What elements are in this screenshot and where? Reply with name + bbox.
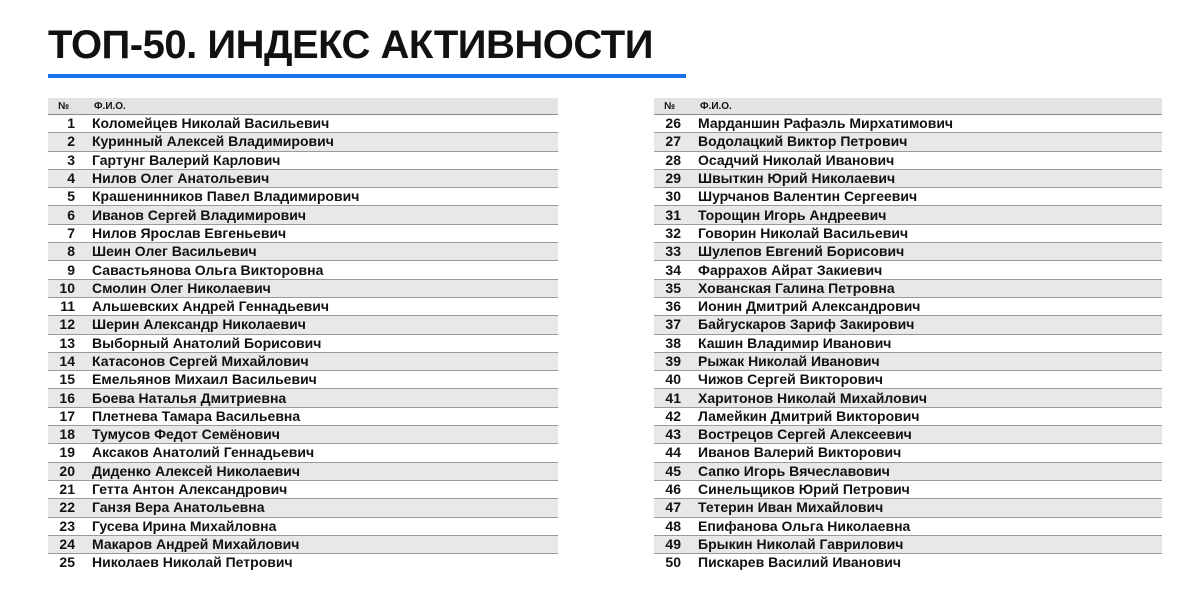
table-row	[654, 243, 1162, 261]
rank-number: 7	[48, 224, 84, 242]
rank-number: 50	[665, 554, 681, 571]
page-title: ТОП-50. ИНДЕКС АКТИВНОСТИ	[48, 23, 653, 67]
table-header-row	[48, 98, 558, 115]
table-row	[48, 371, 558, 389]
rank-number: 18	[48, 426, 84, 444]
rank-number: 22	[48, 499, 84, 517]
ranking-table-left-body	[48, 115, 558, 572]
person-name: Боева Наталья Дмитриевна	[84, 389, 558, 407]
table-row	[48, 389, 558, 407]
person-name: Рыжак Николай Иванович	[690, 352, 1162, 370]
person-name: Плетнева Тамара Васильевна	[84, 407, 558, 425]
table-row	[654, 371, 1162, 389]
person-name: Синельщиков Юрий Петрович	[690, 480, 1162, 498]
table-row	[654, 188, 1162, 206]
rank-number: 25	[59, 554, 75, 571]
column-header-name: Ф.И.О.	[84, 98, 558, 115]
table-row	[654, 480, 1162, 498]
rank-number: 39	[654, 352, 690, 370]
table-row	[654, 279, 1162, 297]
person-name: Тетерин Иван Михайлович	[690, 499, 1162, 517]
person-name: Диденко Алексей Николаевич	[84, 462, 558, 480]
person-name: Шулепов Евгений Борисович	[690, 243, 1162, 261]
person-name: Нилов Олег Анатольевич	[84, 169, 558, 187]
table-row	[48, 261, 558, 279]
person-name: Нилов Ярослав Евгеньевич	[84, 224, 558, 242]
table-row	[48, 316, 558, 334]
person-name: Чижов Сергей Викторович	[690, 371, 1162, 389]
rank-number: 40	[654, 371, 690, 389]
rank-number: 43	[654, 426, 690, 444]
person-name: Гусева Ирина Михайловна	[84, 517, 558, 535]
person-name: Ламейкин Дмитрий Викторович	[690, 407, 1162, 425]
table-row	[654, 297, 1162, 315]
table-row	[48, 243, 558, 261]
rank-number: 46	[654, 480, 690, 498]
rank-number: 8	[48, 243, 84, 261]
ranking-table-right-body	[654, 115, 1162, 572]
rank-number: 12	[48, 316, 84, 334]
rank-number: 38	[654, 334, 690, 352]
rank-number: 45	[654, 462, 690, 480]
rank-number: 21	[48, 480, 84, 498]
rank-number: 33	[654, 243, 690, 261]
rank-number: 28	[654, 151, 690, 169]
person-name: Николаев Николай Петрович	[92, 554, 293, 571]
title-underline	[48, 74, 686, 78]
person-name: Сапко Игорь Вячеславович	[690, 462, 1162, 480]
ranking-table-left	[48, 98, 558, 571]
table-row	[48, 444, 558, 462]
table-row	[48, 224, 558, 242]
table-row	[654, 169, 1162, 187]
rank-number: 30	[654, 188, 690, 206]
person-name: Катасонов Сергей Михайлович	[84, 352, 558, 370]
person-name: Епифанова Ольга Николаевна	[690, 517, 1162, 535]
person-name: Осадчий Николай Иванович	[690, 151, 1162, 169]
rank-number: 16	[48, 389, 84, 407]
rank-number: 32	[654, 224, 690, 242]
column-header-number: №	[654, 98, 690, 115]
table-row	[48, 499, 558, 517]
rank-number: 34	[654, 261, 690, 279]
table-row	[654, 316, 1162, 334]
rank-number: 26	[654, 115, 690, 133]
table-row	[654, 444, 1162, 462]
table-row	[654, 224, 1162, 242]
table-row	[654, 133, 1162, 151]
table-row	[654, 352, 1162, 370]
person-name: Куринный Алексей Владимирович	[84, 133, 558, 151]
person-name: Крашенинников Павел Владимирович	[84, 188, 558, 206]
table-row	[654, 151, 1162, 169]
person-name: Гартунг Валерий Карлович	[84, 151, 558, 169]
table-row	[48, 297, 558, 315]
table-header-row	[654, 98, 1162, 115]
table-row	[48, 517, 558, 535]
person-name: Харитонов Николай Михайлович	[690, 389, 1162, 407]
rank-number: 11	[48, 297, 84, 315]
table-row	[48, 206, 558, 224]
rank-number: 37	[654, 316, 690, 334]
rank-number: 3	[48, 151, 84, 169]
rank-number: 49	[654, 535, 690, 553]
rank-number: 24	[48, 535, 84, 553]
person-name: Иванов Валерий Викторович	[690, 444, 1162, 462]
rank-number: 35	[654, 279, 690, 297]
rank-number: 23	[48, 517, 84, 535]
table-row	[654, 334, 1162, 352]
person-name: Ганзя Вера Анатольевна	[84, 499, 558, 517]
table-row	[48, 334, 558, 352]
table-row	[48, 169, 558, 187]
person-name: Шеин Олег Васильевич	[84, 243, 558, 261]
rank-number: 10	[48, 279, 84, 297]
rank-number: 15	[48, 371, 84, 389]
table-row	[48, 426, 558, 444]
rank-number: 20	[48, 462, 84, 480]
person-name: Выборный Анатолий Борисович	[84, 334, 558, 352]
table-row	[654, 535, 1162, 553]
rank-number: 42	[654, 407, 690, 425]
rank-number: 27	[654, 133, 690, 151]
person-name: Торощин Игорь Андреевич	[690, 206, 1162, 224]
rank-number: 17	[48, 407, 84, 425]
person-name: Макаров Андрей Михайлович	[84, 535, 558, 553]
person-name: Байгускаров Зариф Закирович	[690, 316, 1162, 334]
person-name: Тумусов Федот Семёнович	[84, 426, 558, 444]
table-row	[654, 499, 1162, 517]
person-name: Гетта Антон Александрович	[84, 480, 558, 498]
rank-number: 47	[654, 499, 690, 517]
table-row	[654, 407, 1162, 425]
rank-number: 5	[48, 188, 84, 206]
column-header-number: №	[48, 98, 84, 115]
table-row	[48, 554, 558, 572]
table-row	[654, 206, 1162, 224]
table-row	[48, 407, 558, 425]
person-name: Водолацкий Виктор Петрович	[690, 133, 1162, 151]
person-name: Фаррахов Айрат Закиевич	[690, 261, 1162, 279]
person-name: Брыкин Николай Гаврилович	[690, 535, 1162, 553]
rank-number: 31	[654, 206, 690, 224]
rank-number: 1	[48, 115, 84, 133]
rank-number: 48	[654, 517, 690, 535]
person-name: Вострецов Сергей Алексеевич	[690, 426, 1162, 444]
table-row	[654, 115, 1162, 133]
table-row	[48, 535, 558, 553]
rank-number: 13	[48, 334, 84, 352]
person-name: Иванов Сергей Владимирович	[84, 206, 558, 224]
table-row	[654, 462, 1162, 480]
person-name: Хованская Галина Петровна	[690, 279, 1162, 297]
person-name: Альшевских Андрей Геннадьевич	[84, 297, 558, 315]
person-name: Шурчанов Валентин Сергеевич	[690, 188, 1162, 206]
rank-number: 44	[654, 444, 690, 462]
person-name: Швыткин Юрий Николаевич	[690, 169, 1162, 187]
person-name: Коломейцев Николай Васильевич	[84, 115, 558, 133]
person-name: Аксаков Анатолий Геннадьевич	[84, 444, 558, 462]
table-row	[48, 352, 558, 370]
person-name: Смолин Олег Николаевич	[84, 279, 558, 297]
rank-number: 36	[654, 297, 690, 315]
rank-number: 41	[654, 389, 690, 407]
table-row	[48, 115, 558, 133]
person-name: Емельянов Михаил Васильевич	[84, 371, 558, 389]
person-name: Говорин Николай Васильевич	[690, 224, 1162, 242]
column-header-name: Ф.И.О.	[690, 98, 1162, 115]
person-name: Савастьянова Ольга Викторовна	[84, 261, 558, 279]
person-name: Шерин Александр Николаевич	[84, 316, 558, 334]
table-row	[48, 462, 558, 480]
person-name: Кашин Владимир Иванович	[690, 334, 1162, 352]
table-row	[654, 426, 1162, 444]
table-row	[654, 517, 1162, 535]
table-row	[48, 151, 558, 169]
rank-number: 2	[48, 133, 84, 151]
person-name: Марданшин Рафаэль Мирхатимович	[690, 115, 1162, 133]
rank-number: 29	[654, 169, 690, 187]
table-row	[654, 261, 1162, 279]
person-name: Пискарев Василий Иванович	[698, 554, 901, 571]
table-row	[48, 480, 558, 498]
person-name: Ионин Дмитрий Александрович	[690, 297, 1162, 315]
table-row	[654, 554, 1162, 572]
ranking-table-right	[654, 98, 1162, 571]
rank-number: 19	[48, 444, 84, 462]
table-row	[48, 188, 558, 206]
table-row	[48, 279, 558, 297]
table-row	[654, 389, 1162, 407]
rank-number: 4	[48, 169, 84, 187]
rank-number: 14	[48, 352, 84, 370]
table-row	[48, 133, 558, 151]
rank-number: 9	[48, 261, 84, 279]
rank-number: 6	[48, 206, 84, 224]
